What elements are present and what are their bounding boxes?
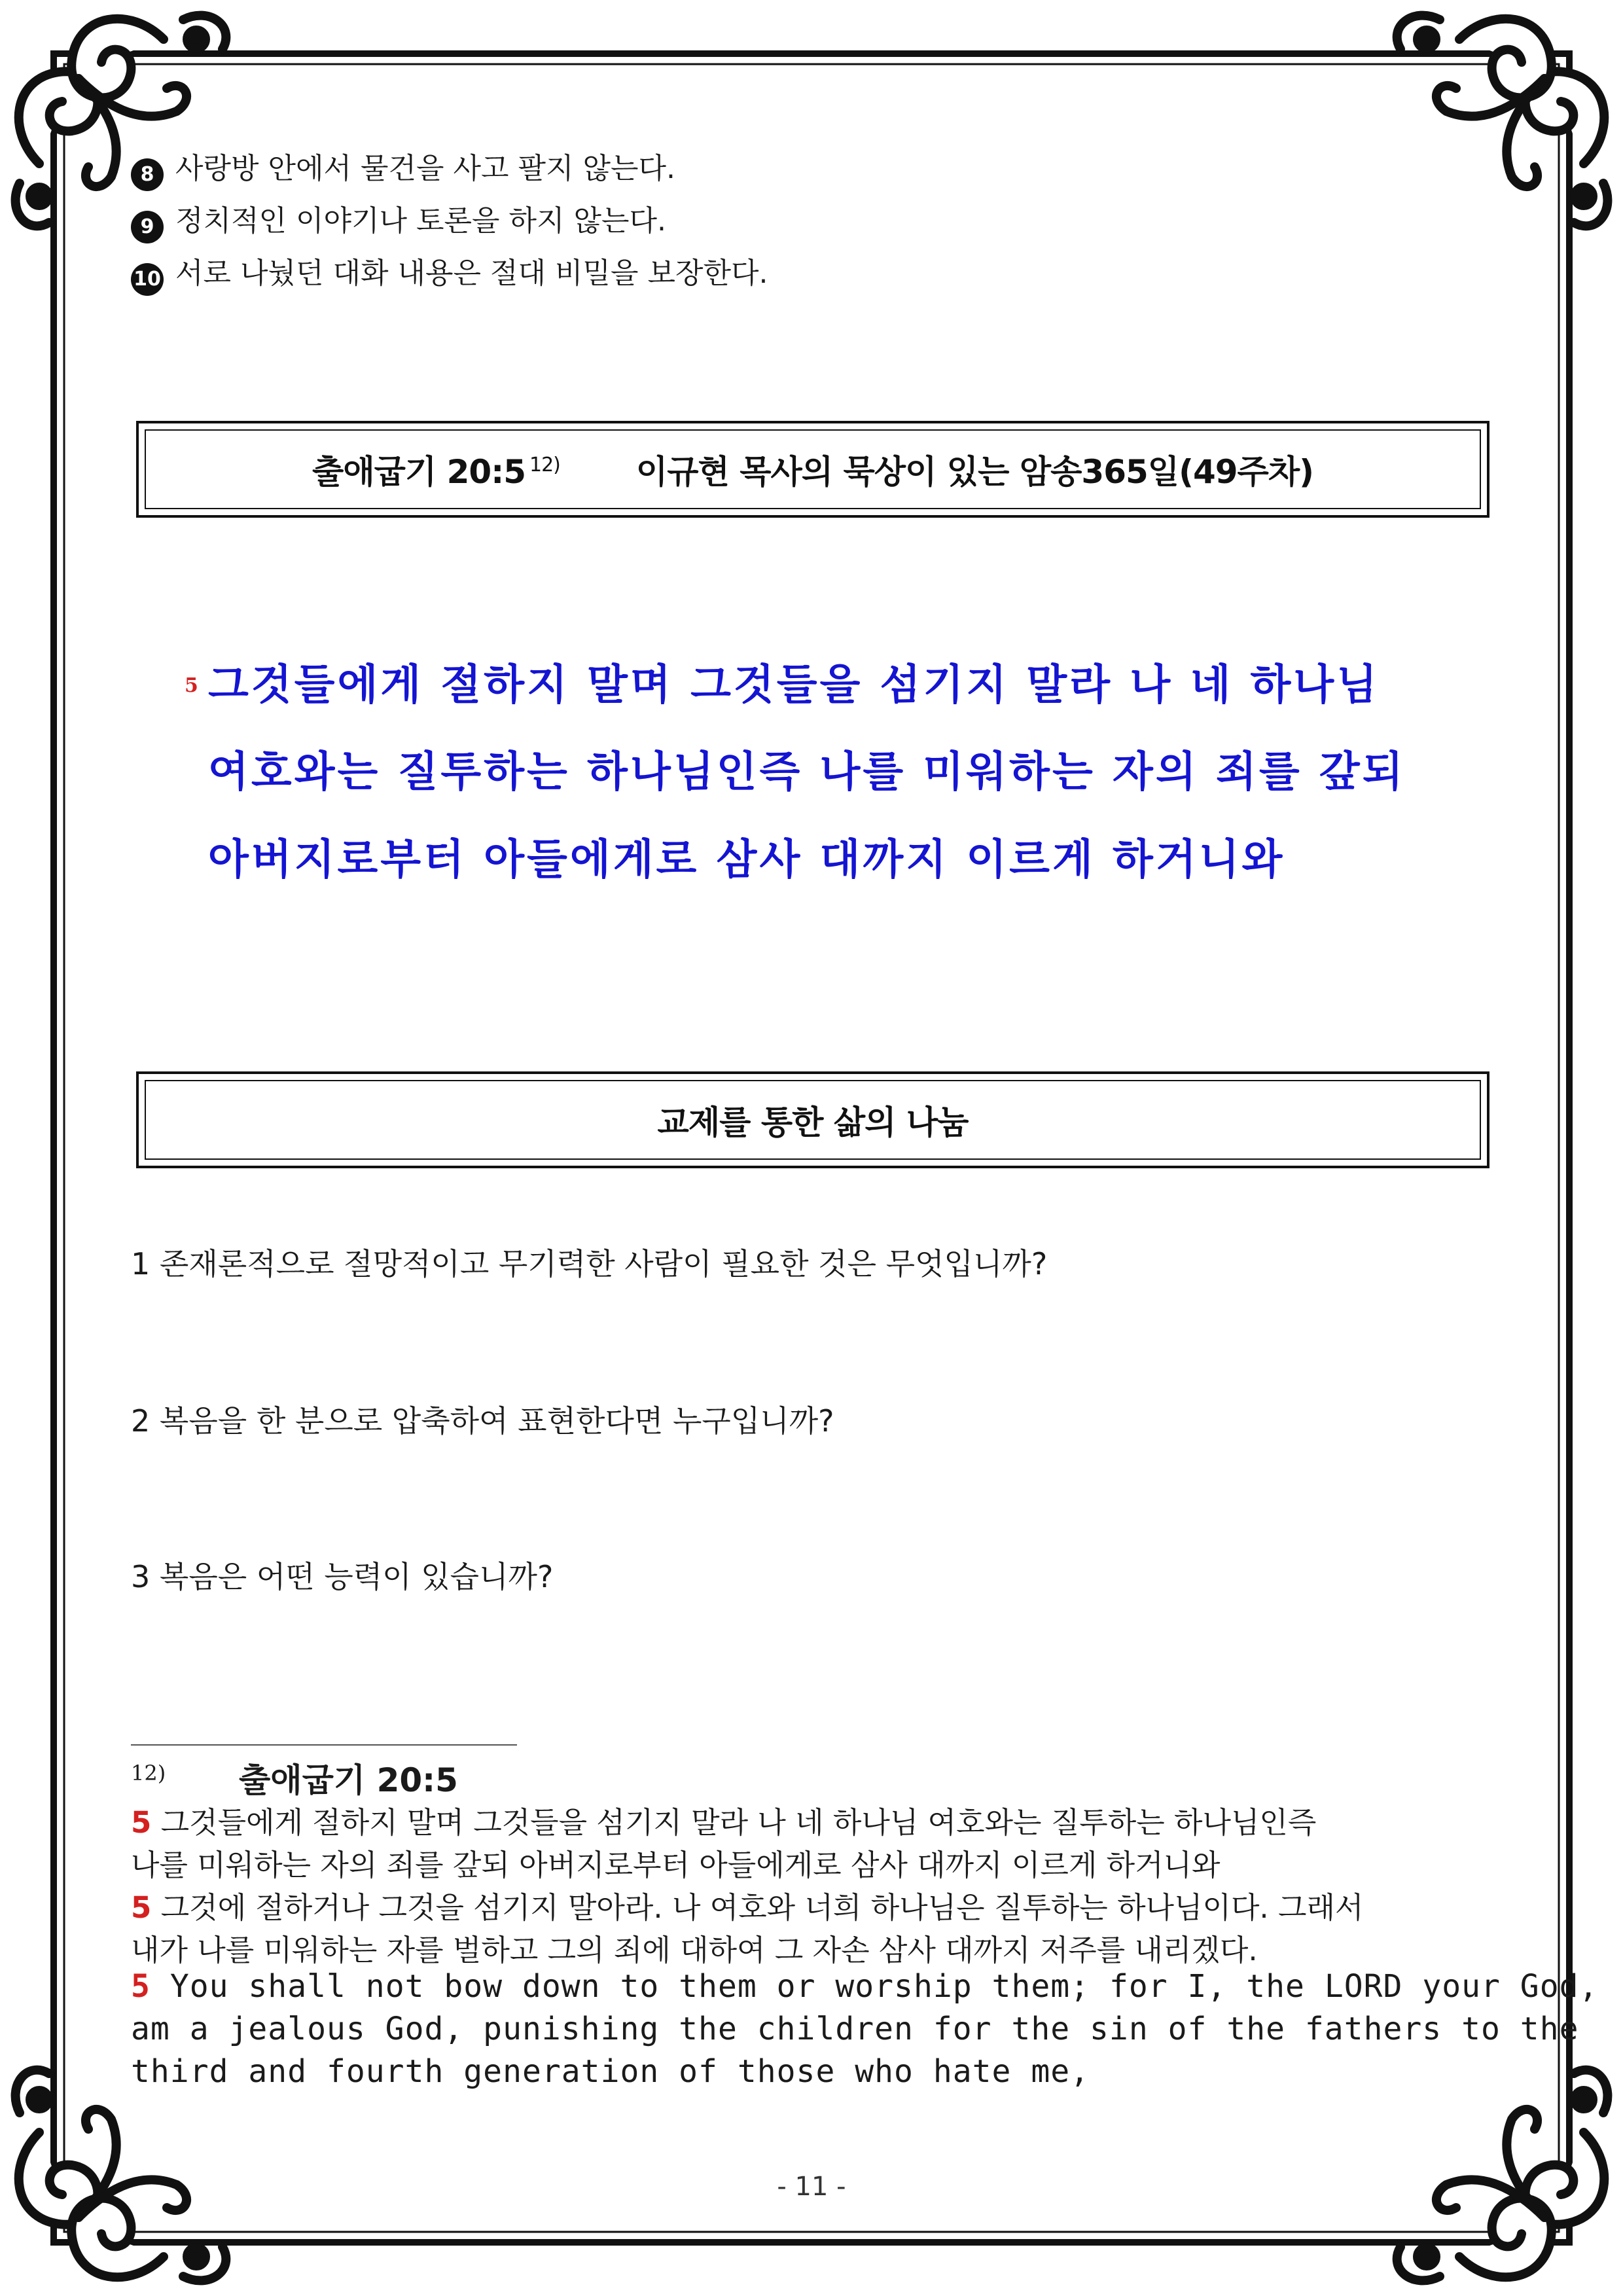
footnote-number: 12)	[131, 1761, 166, 1785]
footnote-text: You shall not bow down to them or worship them; for I, the LORD your God,	[169, 1968, 1599, 2005]
verse-header-title	[312, 446, 1313, 493]
rule-text: 정치적인 이야기나 토론을 하지 않는다.	[175, 204, 666, 238]
verse-reference: 출애굽기 20:5	[312, 453, 526, 491]
footnote-title: 출애굽기 20:5	[239, 1761, 458, 1799]
rule-text: 서로 나눴던 대화 내용은 절대 비밀을 보장한다.	[175, 257, 768, 290]
verse-line: 아버지로부터 아들에게로 삼사 대까지 이르게 하거니와	[208, 835, 1285, 884]
sharing-header-title: 교제를 통한 삶의 나눔	[657, 1103, 969, 1141]
discussion-question: 1 존재론적으로 절망적이고 무기력한 사람이 필요한 것은 무엇입니까?	[131, 1246, 1048, 1282]
rule-number-badge: 8	[131, 158, 164, 191]
rule-text: 사랑방 안에서 물건을 사고 팔지 않는다.	[175, 152, 675, 185]
footnote-text: 그것에 절하거나 그것을 섬기지 말아라. 나 여호와 너희 하나님은 질투하는 하나님이다. 그래서	[160, 1890, 1364, 1925]
rule-item	[131, 254, 768, 296]
footnote-line	[131, 1799, 1316, 1841]
discussion-question: 2 복음을 한 분으로 압축하여 표현한다면 누구입니까?	[131, 1403, 834, 1439]
footnote-verse-number: 5	[131, 1805, 152, 1840]
page-number: - 11 -	[777, 2172, 846, 2202]
rule-number-badge: 10	[131, 263, 164, 296]
footnote-text: 그것들에게 절하지 말며 그것들을 섬기지 말라 나 네 하나님 여호와는 질투하는 하나님인즉	[160, 1805, 1317, 1840]
series-title: 이규현 목사의 묵상이 있는 암송365일(49주차)	[635, 453, 1313, 491]
sharing-header-box	[136, 1071, 1489, 1168]
footnote-text: am a jealous God, punishing the children for the sin of the fathers to the	[131, 2011, 1579, 2047]
footnote-line	[131, 1926, 1258, 1969]
footnote-text: 내가 나를 미워하는 자를 벌하고 그의 죄에 대하여 그 자손 삼사 대까지 저주를 내리겠다.	[131, 1933, 1258, 1967]
footnote-line	[131, 2053, 1090, 2090]
footnote-line	[131, 1841, 1221, 1884]
footnote-line	[131, 2011, 1578, 2047]
footnote-text: 나를 미워하는 자의 죄를 갚되 아버지로부터 아들에게로 삼사 대까지 이르게 하거니와	[131, 1848, 1221, 1882]
verse-header-box	[136, 421, 1489, 518]
verse-number: 5	[185, 674, 198, 697]
verse-line: 여호와는 질투하는 하나님인즉 나를 미워하는 자의 죄를 갚되	[208, 747, 1406, 797]
footnote-separator	[131, 1744, 517, 1746]
footnote-line	[131, 1968, 1598, 2005]
footnote-verse-number: 5	[131, 1968, 151, 2005]
footnote-text: third and fourth generation of those who hate me,	[131, 2053, 1090, 2090]
rule-number-badge: 9	[131, 211, 164, 243]
verse-line: 그것들에게 절하지 말며 그것들을 섬기지 말라 나 네 하나님	[208, 660, 1380, 709]
footnote-verse-number: 5	[131, 1890, 152, 1925]
discussion-question: 3 복음은 어떤 능력이 있습니까?	[131, 1559, 554, 1594]
rule-item	[131, 149, 675, 191]
rule-item	[131, 202, 666, 243]
footnote-mark[interactable]: 12)	[529, 454, 560, 476]
footnote-line	[131, 1884, 1363, 1926]
